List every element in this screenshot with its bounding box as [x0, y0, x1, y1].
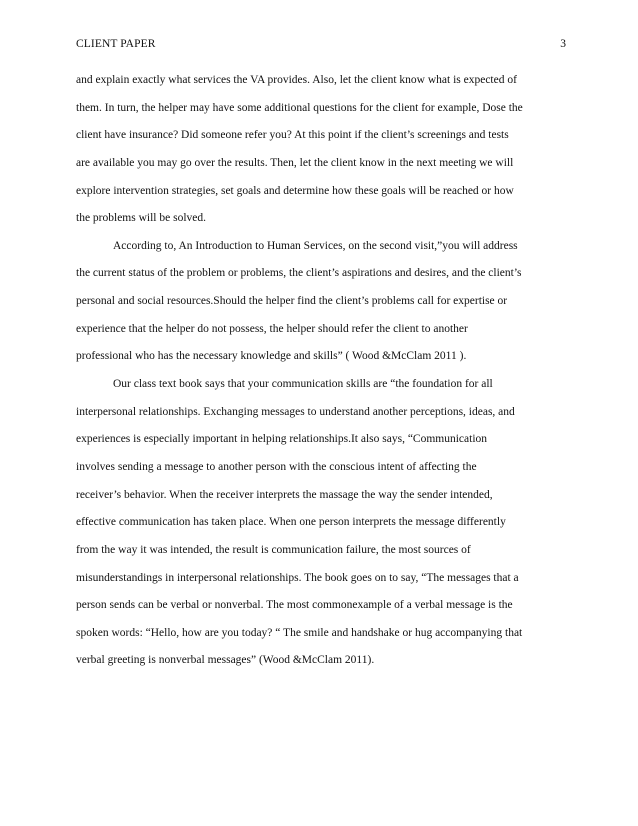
text-line: are available you may go over the results. Then, let the client know in the next meeting we will: [76, 156, 514, 169]
page-header: [76, 38, 566, 54]
text-line: and explain exactly what services the VA provides. Also, let the client know what is expected of: [76, 74, 517, 86]
text-line: personal and social resources.Should the helper find the client’s problems call for expertise or: [76, 295, 508, 308]
text-line: the current status of the problem or problems, the client’s aspirations and desires, and the client’s: [76, 267, 522, 280]
text-line: involves sending a message to another person with the conscious intent of affecting the: [76, 460, 477, 473]
text-line: from the way it was intended, the result is communication failure, the most sources of: [76, 543, 471, 556]
text-line: experience that the helper do not possess, the helper should refer the client to another: [76, 322, 468, 335]
text-line: interpersonal relationships. Exchanging messages to understand another perceptions, ideas, and: [76, 405, 515, 418]
body-text: [76, 70, 576, 678]
text-line: the problems will be solved.: [76, 212, 206, 225]
text-line: client have insurance? Did someone refer you? At this point if the client’s screenings and tests: [76, 129, 509, 142]
paragraph-start-line: Our class text book says that your communication skills are “the foundation for all: [113, 378, 493, 391]
text-line: verbal greeting is nonverbal messages” (Wood &McClam 2011).: [76, 654, 375, 667]
text-line: effective communication has taken place. When one person interprets the message differently: [76, 516, 506, 529]
page-number: 3: [560, 38, 566, 50]
text-line: explore intervention strategies, set goals and determine how these goals will be reached or how: [76, 184, 514, 197]
text-line: receiver’s behavior. When the receiver interprets the massage the way the sender intended,: [76, 488, 493, 501]
text-line: spoken words: “Hello, how are you today? “ The smile and handshake or hug accompanying that: [76, 626, 523, 639]
text-line: misunderstandings in interpersonal relationships. The book goes on to say, “The messages that a: [76, 571, 519, 584]
text-line: professional who has the necessary knowledge and skills” ( Wood &McClam 2011 ).: [76, 350, 467, 363]
text-line: experiences is especially important in helping relationships.It also says, “Communication: [76, 433, 488, 446]
running-head: CLIENT PAPER: [76, 38, 156, 50]
text-line: person sends can be verbal or nonverbal. The most commonexample of a verbal message is the: [76, 599, 513, 612]
text-line: them. In turn, the helper may have some additional questions for the client for example, Dose the: [76, 101, 523, 114]
paragraph-start-line: According to, An Introduction to Human Services, on the second visit,”you will address: [113, 239, 518, 252]
